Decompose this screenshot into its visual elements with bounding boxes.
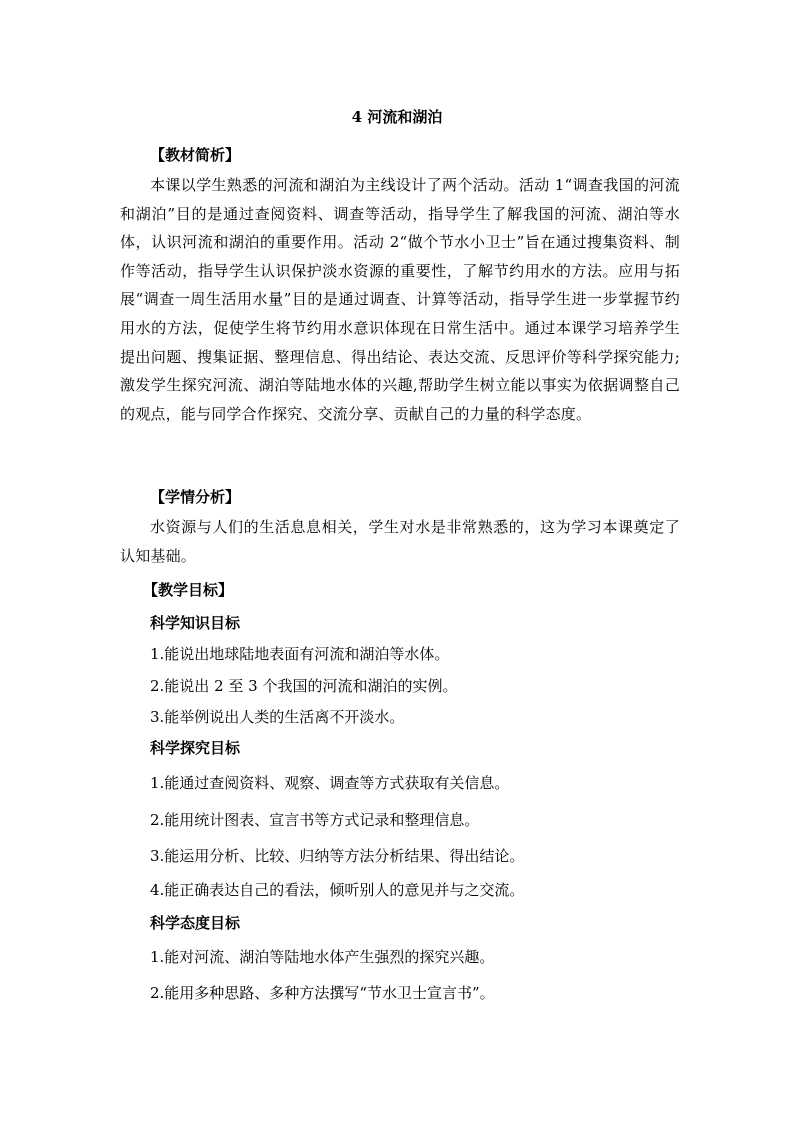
section-heading-textbook-analysis: 【教材简析】 bbox=[150, 146, 241, 164]
list-item-knowledge-2: 2.能说出 2 至 3 个我国的河流和湖泊的实例。 bbox=[150, 677, 458, 695]
list-item-inquiry-2: 2.能用统计图表、宣言书等方式记录和整理信息。 bbox=[150, 811, 480, 829]
list-item-knowledge-1: 1.能说出地球陆地表面有河流和湖泊等水体。 bbox=[150, 645, 450, 663]
list-item-knowledge-3: 3.能举例说出人类的生活离不开淡水。 bbox=[150, 708, 405, 726]
subheading-knowledge-goals: 科学知识目标 bbox=[150, 614, 241, 632]
subheading-attitude-goals: 科学态度目标 bbox=[150, 914, 241, 932]
list-item-attitude-2: 2.能用多种思路、多种方法撰写“节水卫士宣言书”。 bbox=[150, 984, 495, 1002]
list-item-inquiry-3: 3.能运用分析、比较、归纳等方法分析结果、得出结论。 bbox=[150, 847, 525, 865]
page-title: 4 河流和湖泊 bbox=[351, 108, 443, 126]
paragraph-textbook-analysis: 本课以学生熟悉的河流和湖泊为主线设计了两个活动。活动 1“调查我国的河流和湖泊”目的是通过查阅资料、调查等活动，指导学生了解我国的河流、湖泊等水体，认识河流和湖泊的重要作用。活动 2“做个节水小卫士”旨在通过搜集资料、制作等活动，指导学生认识保护淡水资源的重要性，了解节约用水的方法。应用与拓展“调查一周生活用水量”目的是通过调查、计算等活动，指导学生进一步掌握节约用水的方法，促使学生将节约用水意识体现在日常生活中。通过本课学习培养学生提出问题、搜集证据、整理信息、得出结论、表达交流、反思评价等科学探究能力;激发学生探究河流、湖泊等陆地水体的兴趣,帮助学生树立能以事实为依据调整自己的观点，能与同学合作探究、交流分享、贡献自己的力量的科学态度。 bbox=[120, 176, 680, 423]
list-item-inquiry-4: 4.能正确表达自己的看法，倾听别人的意见并与之交流。 bbox=[150, 881, 525, 899]
section-heading-teaching-goals: 【教学目标】 bbox=[143, 581, 234, 599]
list-item-inquiry-1: 1.能通过查阅资料、观察、调查等方式获取有关信息。 bbox=[150, 774, 510, 792]
paragraph-student-analysis: 水资源与人们的生活息息相关，学生对水是非常熟悉的，这为学习本课奠定了认知基础。 bbox=[120, 518, 680, 565]
section-heading-student-analysis: 【学情分析】 bbox=[150, 488, 241, 506]
subheading-inquiry-goals: 科学探究目标 bbox=[150, 739, 241, 757]
list-item-attitude-1: 1.能对河流、湖泊等陆地水体产生强烈的探究兴趣。 bbox=[150, 948, 495, 966]
